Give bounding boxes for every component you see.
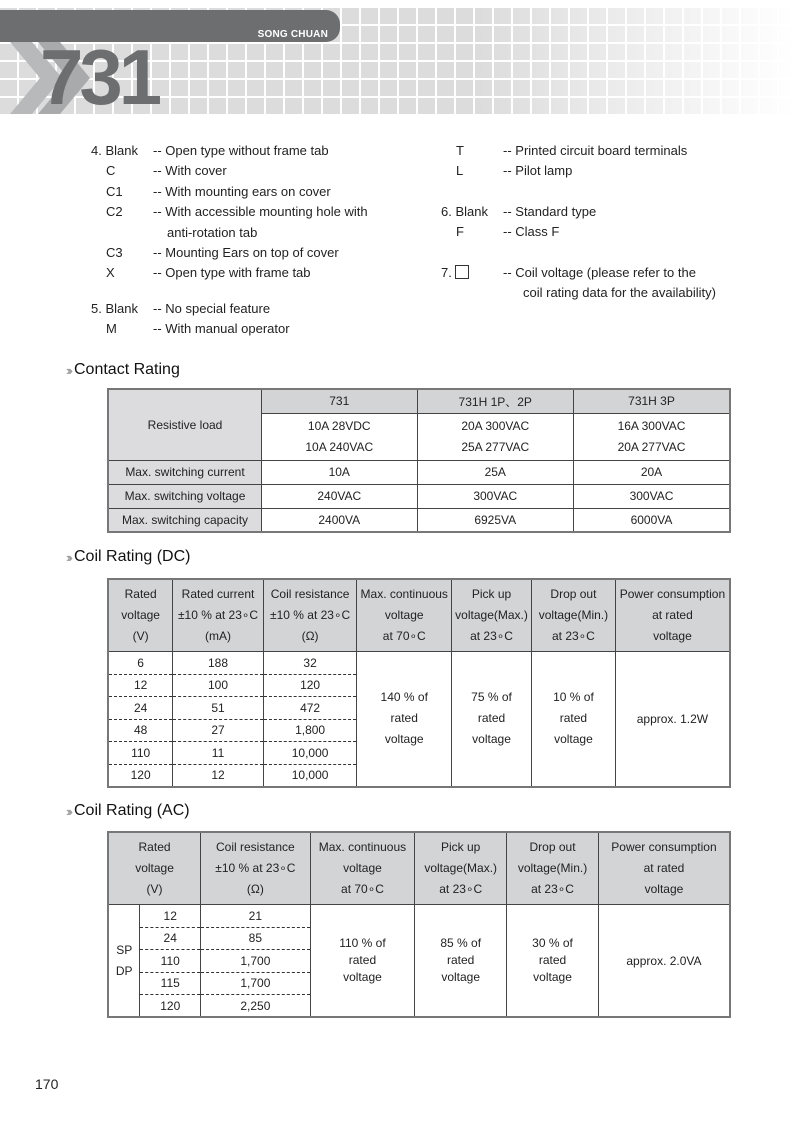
- option-item: [91, 141, 368, 161]
- coil-rating-dc-table: [107, 578, 731, 788]
- column-header: 731H 1P、2P: [417, 389, 573, 413]
- option-code: 5. Blank: [91, 300, 138, 316]
- table-row: [108, 484, 730, 508]
- table-cell: 12: [140, 905, 201, 928]
- table-cell: 10,000: [263, 742, 357, 765]
- table-cell: 6000VA: [573, 508, 730, 532]
- option-code-text: 7.: [441, 264, 452, 280]
- option-code: 6. Blank: [441, 203, 488, 219]
- cell-line: 16A 300VAC: [617, 418, 686, 433]
- section-title-coil-dc: [66, 548, 190, 566]
- table-cell: 300VAC: [573, 484, 730, 508]
- option-desc-continued: anti-rotation tab: [167, 224, 258, 240]
- table-cell: 21: [201, 905, 311, 928]
- max-continuous-cell: 110 % of rated voltage: [310, 905, 415, 1018]
- drop-out-cell: 30 % of rated voltage: [507, 905, 599, 1018]
- option-code: 4. Blank: [91, 143, 138, 158]
- section-title-coil-ac: [66, 802, 190, 820]
- table-cell: 24: [140, 927, 201, 950]
- pick-up-cell: 85 % of rated voltage: [415, 905, 507, 1018]
- column-header: 731H 3P: [573, 389, 730, 413]
- table-cell: 6925VA: [417, 508, 573, 532]
- triple-chevron-icon: ›››: [66, 362, 70, 378]
- option-desc: -- Pilot lamp: [503, 163, 573, 179]
- table-row: [108, 460, 730, 484]
- option-desc: -- With accessible mounting hole with: [153, 204, 368, 220]
- table-cell: 300VAC: [417, 484, 573, 508]
- table-cell: 2400VA: [262, 508, 417, 532]
- column-header: Max. continuous voltage at 70∘C: [357, 579, 452, 652]
- column-header: Rated voltage (V): [108, 579, 173, 652]
- option-desc: -- Printed circuit board terminals: [503, 143, 688, 158]
- column-header: Coil resistance ±10 % at 23∘C (Ω): [201, 832, 311, 905]
- triple-chevron-icon: ›››: [66, 549, 70, 565]
- coil-rating-ac-table: [107, 831, 731, 1018]
- table-cell: 120: [108, 764, 173, 787]
- table-cell: 48: [108, 719, 173, 742]
- table-row: [108, 508, 730, 532]
- cell-line: 20A 300VAC: [461, 418, 530, 433]
- option-item: [441, 141, 716, 161]
- pole-group-label: [108, 905, 140, 1018]
- section-title-text: Coil Rating (AC): [74, 802, 190, 819]
- option-item: [441, 263, 716, 283]
- column-header: Drop out voltage(Min.) at 23∘C: [532, 579, 616, 652]
- page-number: 170: [35, 1076, 59, 1092]
- table-cell: 1,700: [201, 950, 311, 973]
- option-desc: -- Coil voltage (please refer to the: [503, 264, 696, 280]
- table-cell: 24: [108, 697, 173, 720]
- power-consumption-cell: approx. 1.2W: [615, 652, 730, 787]
- table-header-row: [108, 832, 730, 905]
- table-cell: 472: [263, 697, 357, 720]
- section-title-contact-rating: [66, 361, 180, 379]
- model-number: 731: [40, 33, 159, 114]
- pick-up-cell: 75 % of rated voltage: [452, 652, 532, 787]
- table-cell: 51: [173, 697, 264, 720]
- table-cell: 100: [173, 674, 264, 697]
- table-cell: [417, 413, 573, 460]
- option-desc: -- With mounting ears on cover: [153, 183, 331, 199]
- column-header: Max. continuous voltage at 70∘C: [310, 832, 415, 905]
- brand-name: SONG CHUAN: [257, 29, 328, 40]
- table-row: [108, 905, 730, 928]
- option-item: [441, 161, 716, 181]
- option-code: F: [456, 224, 464, 240]
- column-header: Pick up voltage(Max.) at 23∘C: [452, 579, 532, 652]
- column-header: Drop out voltage(Min.) at 23∘C: [507, 832, 599, 905]
- option-desc: -- No special feature: [153, 300, 271, 316]
- table-cell: 27: [173, 719, 264, 742]
- table-cell: 32: [263, 652, 357, 675]
- option-item: [91, 319, 368, 339]
- option-desc: -- Open type with frame tab: [153, 265, 311, 281]
- contact-rating-table: [107, 388, 731, 533]
- table-cell: 6: [108, 652, 173, 675]
- option-code: [441, 263, 503, 283]
- column-header: Power consumption at rated voltage: [598, 832, 730, 905]
- row-label: Max. switching capacity: [108, 508, 262, 532]
- table-cell: 1,700: [201, 972, 311, 995]
- table-header-row: [108, 389, 730, 413]
- table-cell: 20A: [573, 460, 730, 484]
- option-code: C3: [106, 245, 123, 261]
- option-desc: -- Class F: [503, 224, 560, 240]
- option-item: [91, 299, 368, 319]
- table-cell: 188: [173, 652, 264, 675]
- option-desc: -- Open type without frame tab: [153, 143, 329, 158]
- row-label: Max. switching current: [108, 460, 262, 484]
- table-cell: 110: [108, 742, 173, 765]
- option-item: [91, 243, 368, 263]
- column-header: Pick up voltage(Max.) at 23∘C: [415, 832, 507, 905]
- table-cell: 11: [173, 742, 264, 765]
- power-consumption-cell: approx. 2.0VA: [598, 905, 730, 1018]
- table-cell: 2,250: [201, 995, 311, 1018]
- table-cell: 240VAC: [262, 484, 417, 508]
- blank-box-icon: [455, 265, 469, 279]
- column-header: Rated current ±10 % at 23∘C (mA): [173, 579, 264, 652]
- options-list-right: [441, 141, 716, 303]
- max-continuous-cell: 140 % of rated voltage: [357, 652, 452, 787]
- section-title-text: Coil Rating (DC): [74, 548, 191, 565]
- options-list-left: [91, 141, 368, 340]
- option-code: M: [106, 321, 117, 337]
- column-header: Rated voltage (V): [108, 832, 201, 905]
- triple-chevron-icon: ›››: [66, 803, 70, 819]
- cell-line: 10A 28VDC: [307, 418, 371, 433]
- option-item: [91, 263, 368, 283]
- table-cell: [262, 413, 417, 460]
- section-title-text: Contact Rating: [74, 361, 180, 378]
- option-desc: -- With manual operator: [153, 321, 290, 337]
- column-header: Coil resistance ±10 % at 23∘C (Ω): [263, 579, 357, 652]
- table-cell: 120: [140, 995, 201, 1018]
- table-cell: 120: [263, 674, 357, 697]
- option-code: C: [106, 163, 116, 179]
- pole-label-dp: DP: [115, 963, 133, 978]
- cell-line: 20A 277VAC: [617, 439, 686, 454]
- option-desc-continued: coil rating data for the availability): [523, 285, 716, 301]
- drop-out-cell: 10 % of rated voltage: [532, 652, 616, 787]
- table-cell: 10A: [262, 460, 417, 484]
- option-item: [91, 182, 368, 202]
- table-cell: 115: [140, 972, 201, 995]
- table-row: [108, 652, 730, 675]
- table-cell: 85: [201, 927, 311, 950]
- table-cell: 12: [173, 764, 264, 787]
- cell-line: 10A 240VAC: [305, 439, 374, 454]
- option-code: X: [106, 265, 115, 281]
- column-header: Power consumption at rated voltage: [615, 579, 730, 652]
- option-item: [91, 202, 368, 222]
- table-cell: 110: [140, 950, 201, 973]
- option-code: C1: [106, 183, 123, 199]
- table-cell: 1,800: [263, 719, 357, 742]
- option-desc: -- Mounting Ears on top of cover: [153, 245, 339, 261]
- column-header: 731: [262, 389, 417, 413]
- table-cell: [573, 413, 730, 460]
- option-code: L: [456, 163, 464, 179]
- table-cell: 25A: [417, 460, 573, 484]
- option-code: T: [456, 143, 464, 158]
- table-cell: 10,000: [263, 764, 357, 787]
- page-header: [0, 0, 794, 114]
- option-desc: -- Standard type: [503, 203, 597, 219]
- option-item: [91, 161, 368, 181]
- pole-label-sp: SP: [116, 942, 133, 957]
- row-label: Max. switching voltage: [108, 484, 262, 508]
- table-header-row: [108, 579, 730, 652]
- option-item: [441, 202, 716, 222]
- option-code: C2: [106, 204, 123, 220]
- option-item: [441, 222, 716, 242]
- resistive-load-label: Resistive load: [108, 389, 262, 460]
- option-desc: -- With cover: [153, 163, 227, 179]
- table-cell: 12: [108, 674, 173, 697]
- cell-line: 25A 277VAC: [461, 439, 530, 454]
